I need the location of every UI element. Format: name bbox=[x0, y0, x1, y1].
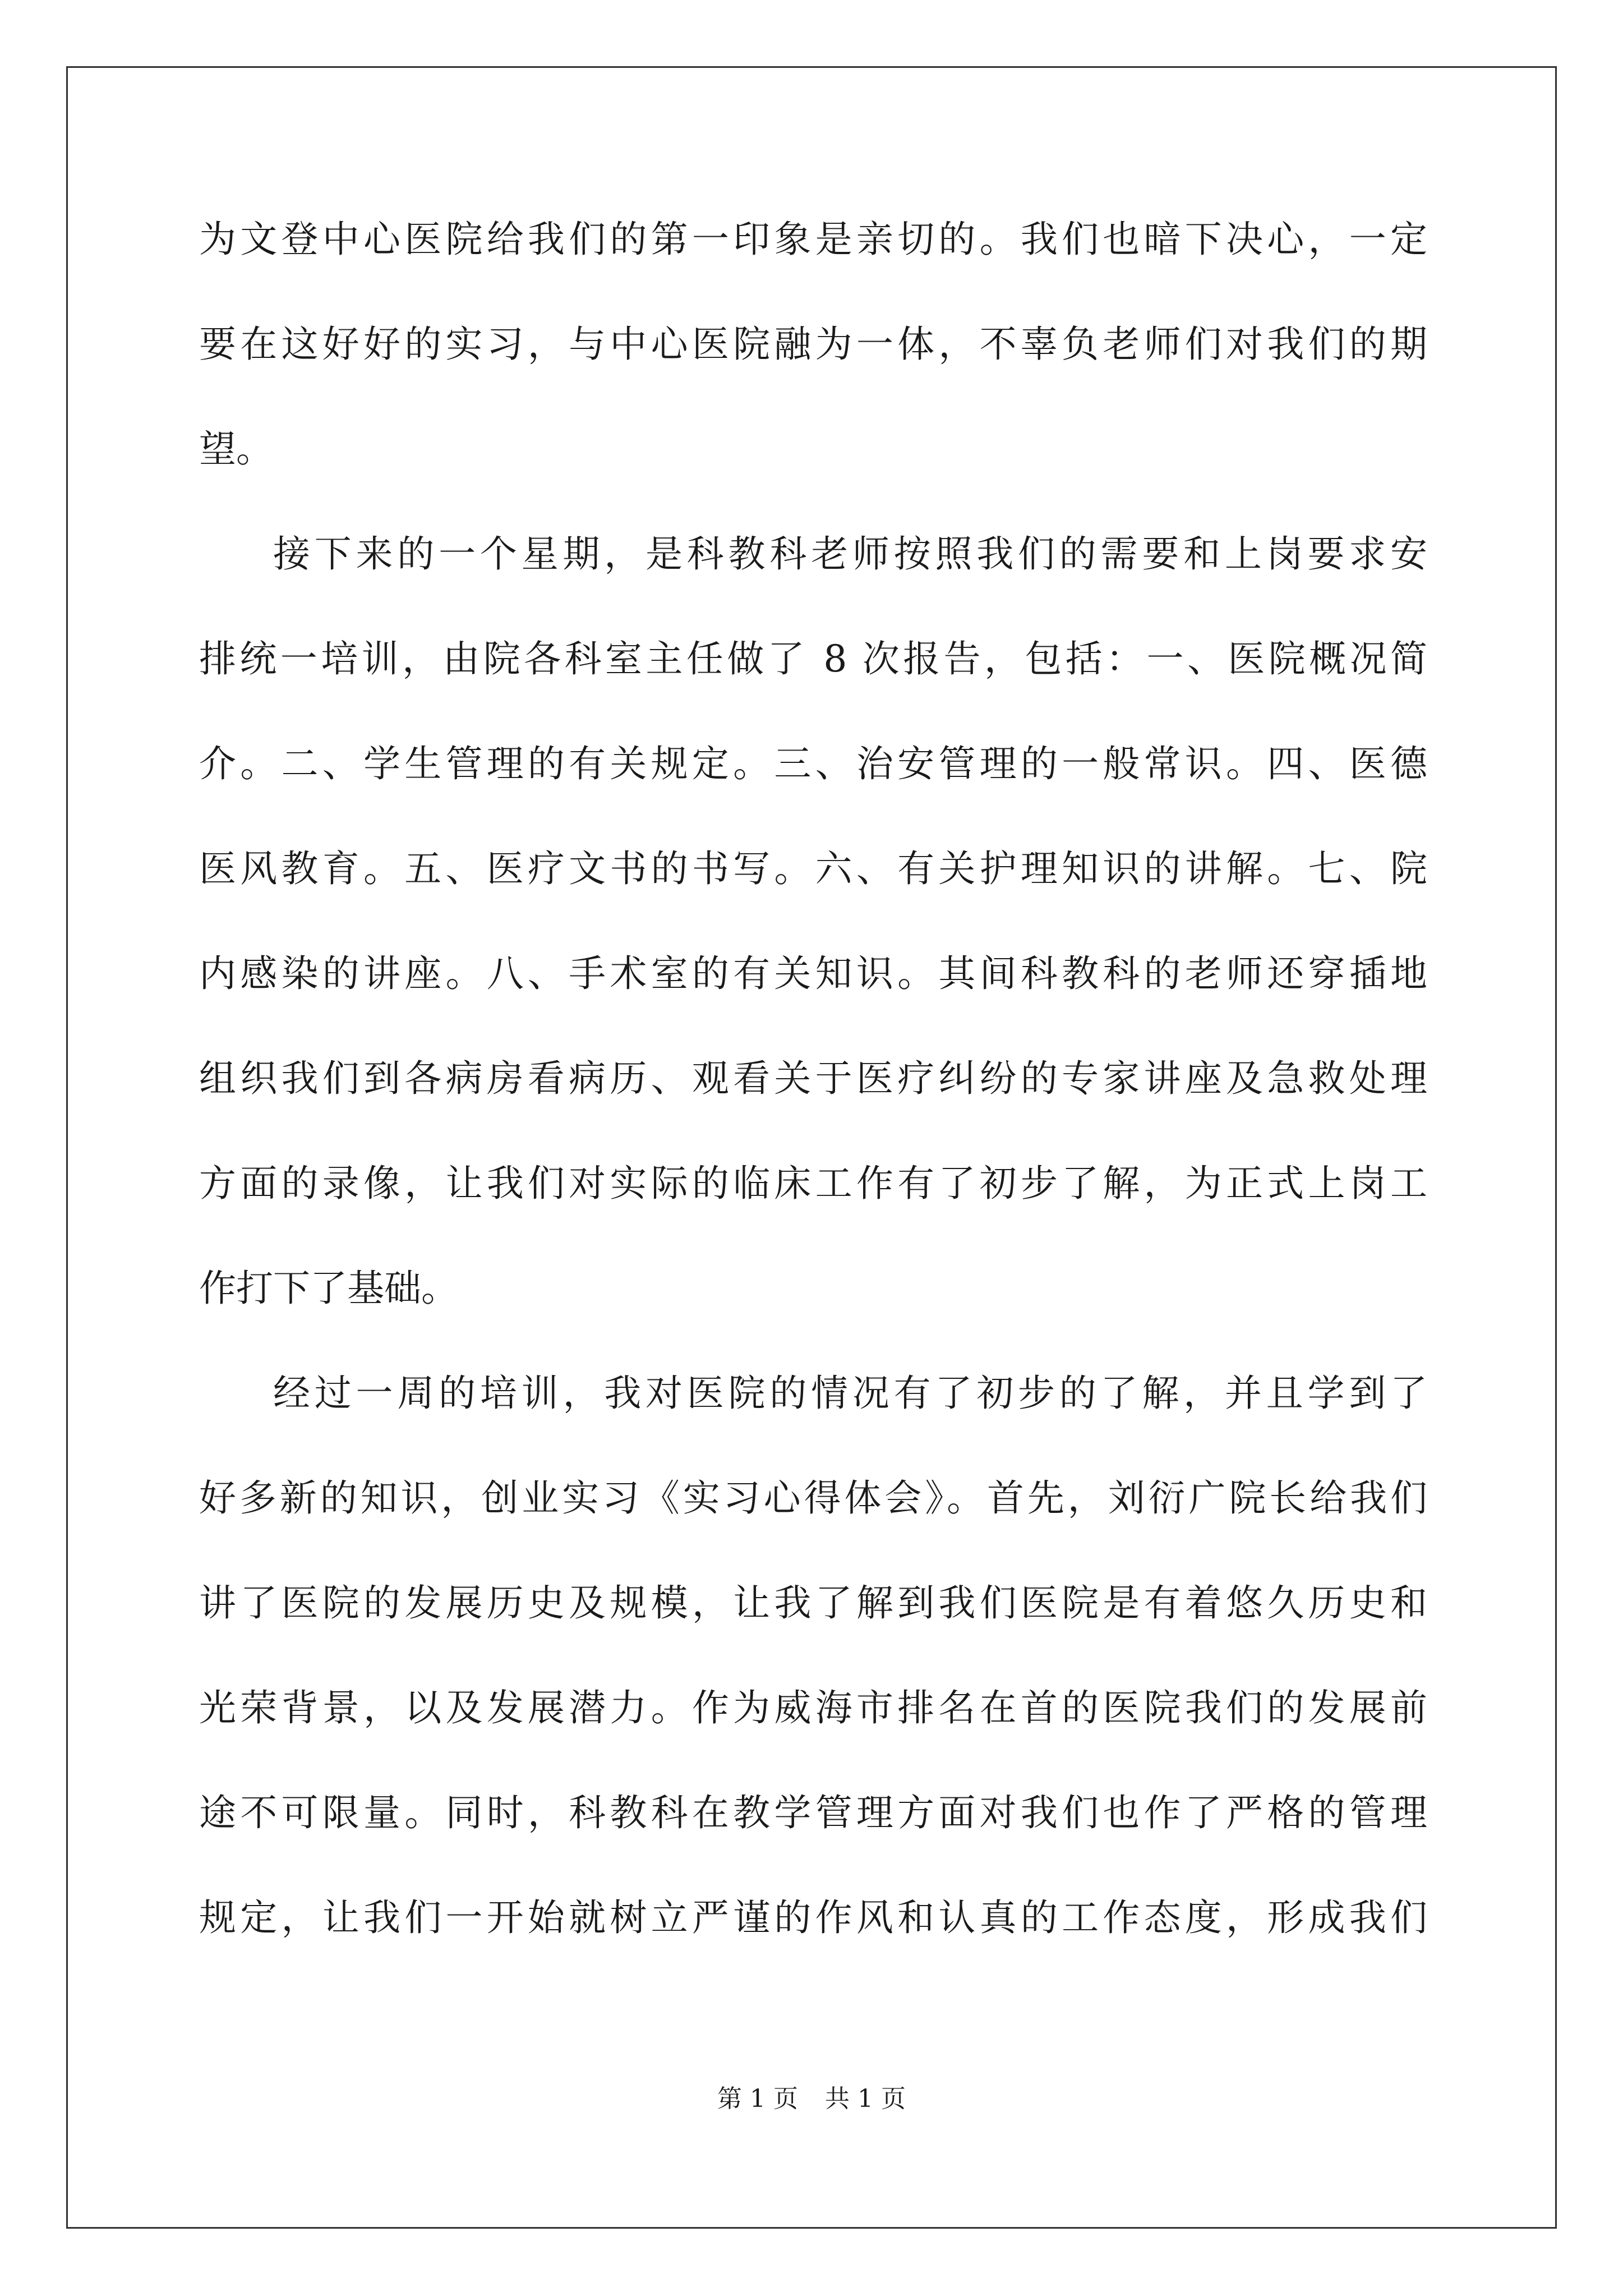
text-line-14: 讲了医院的发展历史及规模，让我了解到我们医院是有着悠久历史和 bbox=[199, 1581, 1427, 1625]
page-number: 第 1 页 bbox=[717, 2085, 798, 2113]
text-line-3: 望。 bbox=[199, 427, 273, 471]
text-line-8: 内感染的讲座。八、手术室的有关知识。其间科教科的老师还穿插地 bbox=[199, 952, 1427, 995]
text-line-13: 好多新的知识，创业实习《实习心得体会》。首先，刘衍广院长给我们 bbox=[199, 1476, 1427, 1520]
text-line-7: 医风教育。五、医疗文书的书写。六、有关护理知识的讲解。七、院 bbox=[199, 847, 1427, 890]
text-line-17: 规定，让我们一开始就树立严谨的作风和认真的工作态度，形成我们 bbox=[199, 1896, 1427, 1939]
page-footer bbox=[0, 2082, 1623, 2116]
text-line-5: 排统一培训，由院各科室主任做了 8 次报告，包括：一、医院概况简 bbox=[199, 637, 1427, 680]
text-line-11: 作打下了基础。 bbox=[199, 1267, 458, 1310]
text-line-15: 光荣背景，以及发展潜力。作为威海市排名在首的医院我们的发展前 bbox=[199, 1686, 1427, 1729]
page-total: 共 1 页 bbox=[825, 2085, 906, 2113]
document-body bbox=[199, 197, 1427, 1981]
paragraph-start-line-4: 接下来的一个星期，是科教科老师按照我们的需要和上岗要求安 bbox=[273, 532, 1427, 576]
text-line-10: 方面的录像，让我们对实际的临床工作有了初步了解，为正式上岗工 bbox=[199, 1162, 1427, 1205]
text-line-16: 途不可限量。同时，科教科在教学管理方面对我们也作了严格的管理 bbox=[199, 1791, 1427, 1834]
text-line-1: 为文登中心医院给我们的第一印象是亲切的。我们也暗下决心，一定 bbox=[199, 218, 1427, 261]
text-line-2: 要在这好好的实习，与中心医院融为一体，不辜负老师们对我们的期 bbox=[199, 323, 1427, 366]
paragraph-start-line-12: 经过一周的培训，我对医院的情况有了初步的了解，并且学到了 bbox=[273, 1372, 1427, 1415]
text-line-6: 介。二、学生管理的有关规定。三、治安管理的一般常识。四、医德 bbox=[199, 742, 1427, 785]
text-line-9: 组织我们到各病房看病历、观看关于医疗纠纷的专家讲座及急救处理 bbox=[199, 1057, 1427, 1100]
